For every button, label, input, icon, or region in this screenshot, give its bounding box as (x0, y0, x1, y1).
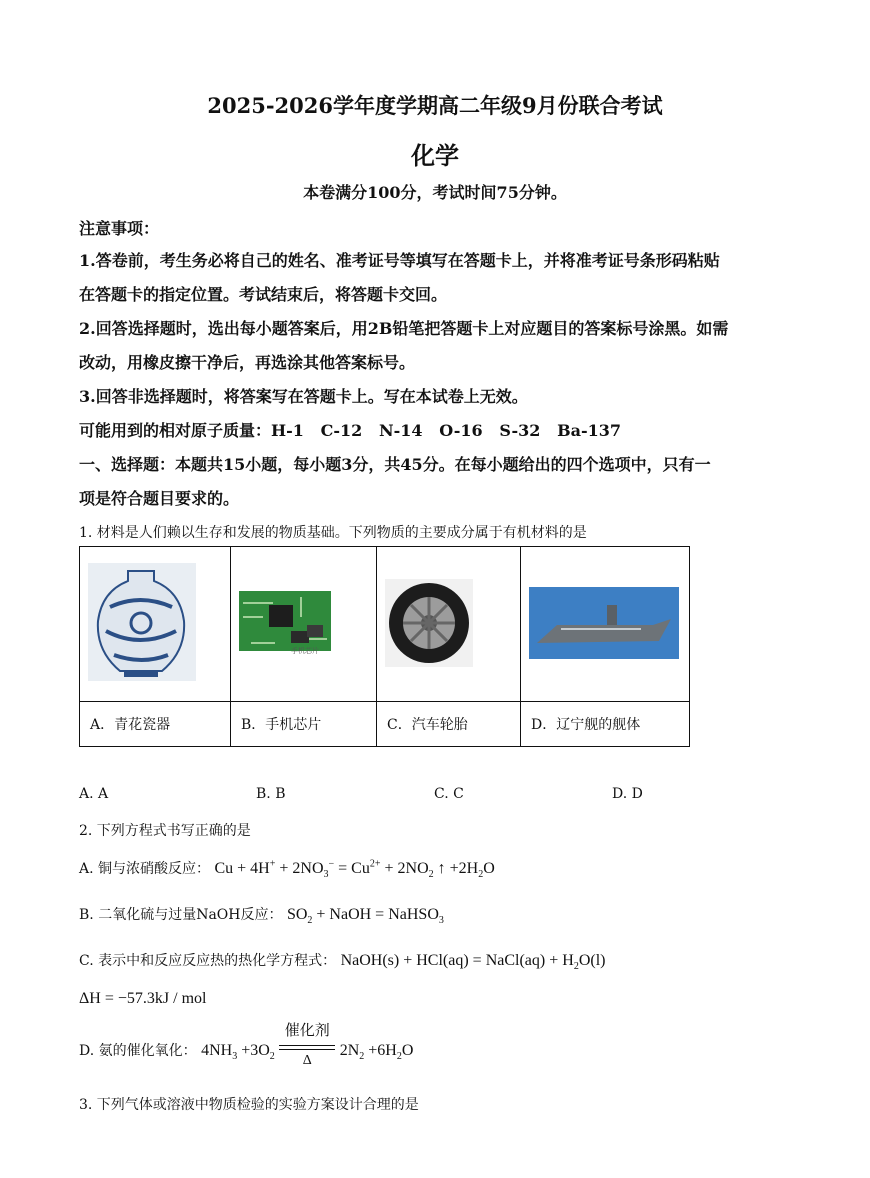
q1-choice-b: B. B (256, 786, 286, 802)
q2-option-a-prefix: A. 铜与浓硝酸反应： (79, 861, 211, 877)
q1-material-table (79, 546, 690, 747)
tire-icon (377, 547, 520, 697)
aircraft-carrier-icon (521, 547, 689, 697)
q1-cell-d-image (521, 547, 690, 702)
heat-label: Δ (302, 1053, 312, 1068)
q1-choice-d: D. D (612, 786, 643, 802)
atomic-masses: 可能用到的相对原子质量：H-1 C-12 N-14 O-16 S-32 Ba-137 (79, 421, 622, 440)
q2-option-a (79, 858, 495, 880)
q2-option-c-enthalpy: ΔH = −57.3kJ / mol (79, 990, 207, 1007)
chip-caption: 手机芯片 (291, 647, 319, 655)
q1-option-c-label: C．汽车轮胎 (377, 702, 521, 747)
q1-option-d-label: D．辽宁舰的舰体 (521, 702, 690, 747)
equals-line-top (279, 1045, 335, 1046)
exam-info: 本卷满分100分，考试时间75分钟。 (303, 183, 567, 202)
reaction-condition (279, 1023, 335, 1068)
porcelain-vase-icon (80, 547, 230, 697)
circuit-board-icon (231, 547, 376, 697)
equals-line-bottom (279, 1049, 335, 1050)
q2-option-d-prefix: D. 氨的催化氧化： (79, 1043, 197, 1059)
q1-choice-c: C. C (434, 786, 464, 802)
q2-option-d-products: $2N_2 +6H_2O$ (339, 1042, 414, 1063)
notice-line-1b: 在答题卡的指定位置。考试结束后，将答题卡交回。 (79, 285, 448, 304)
q1-option-a-label: A．青花瓷器 (80, 702, 231, 747)
q1-choice-a: A. A (79, 786, 109, 802)
notice-line-2: 2.回答选择题时，选出每小题答案后，用2B铅笔把答题卡上对应题目的答案标号涂黑。如需 (79, 319, 729, 338)
q2-stem: 2. 下列方程式书写正确的是 (79, 823, 251, 839)
notice-line-3: 3.回答非选择题时，将答案写在答题卡上。写在本试卷上无效。 (79, 387, 528, 406)
subject-title: 化学 (411, 141, 459, 170)
q1-cell-c-image (377, 547, 521, 702)
q1-option-b-label: B．手机芯片 (231, 702, 377, 747)
q1-cell-a-image (80, 547, 231, 702)
notice-line-1: 1.答卷前，考生务必将自己的姓名、准考证号等填写在答题卡上，并将准考证号条形码粘贴 (79, 251, 720, 270)
q1-stem: 1. 材料是人们赖以生存和发展的物质基础。下列物质的主要成分属于有机材料的是 (79, 525, 587, 541)
q2-option-c-equation: NaOH(s) + HCl(aq) = NaCl(aq) + $H_2O(l)$ (340, 952, 606, 973)
q2-option-a-equation: $Cu + 4H^+ + 2NO_3^- = Cu^{2+} + 2NO_2$ ↑ $+2H_2O$ (214, 858, 495, 881)
q2-option-b (79, 904, 444, 926)
notice-line-2b: 改动，用橡皮擦干净后，再选涂其他答案标号。 (79, 353, 416, 372)
notice-heading: 注意事项： (79, 219, 160, 238)
q2-option-b-equation: $SO_2$ + NaOH = NaHSO$_3$ (286, 906, 444, 927)
catalyst-label: 催化剂 (284, 1023, 330, 1039)
q1-cell-b-image (231, 547, 377, 702)
section-1-line-1: 一、选择题：本题共15小题，每小题3分，共45分。在每小题给出的四个选项中，只有一 (79, 455, 711, 474)
q2-option-d-equation: $4NH_3 +3O_2$ (201, 1042, 275, 1063)
exam-title: 2025-2026学年度学期高二年级9月份联合考试 (207, 93, 663, 118)
section-1-line-2: 项是符合题目要求的。 (79, 489, 240, 508)
q2-option-d (79, 1023, 414, 1068)
q2-option-b-prefix: B. 二氧化硫与过量NaOH反应： (79, 907, 283, 923)
q2-option-c (79, 950, 605, 972)
q2-option-c-prefix: C. 表示中和反应反应热的热化学方程式： (79, 953, 337, 969)
q3-stem: 3. 下列气体或溶液中物质检验的实验方案设计合理的是 (79, 1097, 419, 1113)
